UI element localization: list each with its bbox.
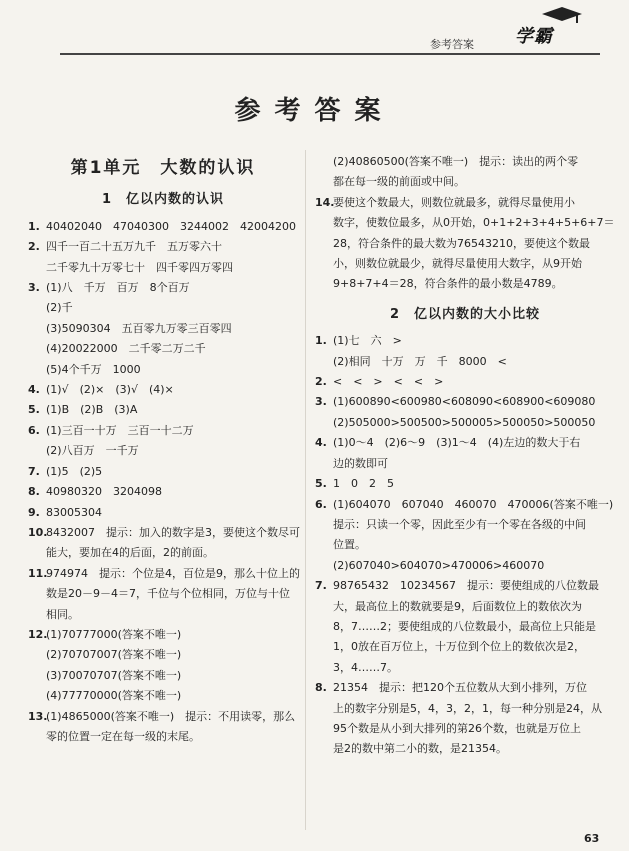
answer-text: 小，则数位就最少，就得尽量使用大数字，从9开始 <box>333 257 582 271</box>
question-number: 5. <box>315 477 327 491</box>
answer-line <box>28 217 298 237</box>
question-number: 4. <box>28 383 40 397</box>
answer-line <box>28 298 298 318</box>
answer-line <box>28 237 298 257</box>
answer-text: (2)505000>500500>500005>500050>500050 <box>333 415 596 429</box>
answer-text: (2)相同 十万 万 千 8000 < <box>333 354 507 368</box>
answer-text: (1)B (2)B (3)A <box>46 403 138 417</box>
answer-list <box>315 152 615 295</box>
question-number: 4. <box>315 436 327 450</box>
answer-line <box>315 474 615 494</box>
answer-text: 边的数即可 <box>333 456 388 470</box>
header-rule <box>60 53 600 55</box>
answer-line <box>28 360 298 380</box>
answer-line <box>28 543 298 563</box>
answer-text: 1 0 2 5 <box>333 477 394 491</box>
answer-line <box>28 564 298 584</box>
page-number: 63 <box>584 832 600 845</box>
answer-text: 提示：只读一个零，因此至少有一个零在各级的中间 <box>333 517 586 531</box>
answer-text: (1)4865000(答案不唯一) 提示：不用读零，那么 <box>46 709 296 723</box>
question-number: 3. <box>315 395 327 409</box>
answer-line <box>28 584 298 604</box>
answer-text: (3)5090304 五百零九万零三百零四 <box>46 321 232 335</box>
answer-line <box>315 254 615 274</box>
question-number: 7. <box>28 464 40 478</box>
question-number: 6. <box>315 497 327 511</box>
answer-line <box>28 727 298 747</box>
answer-line <box>315 392 615 412</box>
answer-line <box>315 495 615 515</box>
answer-text: (1)三百一十万 三百一十二万 <box>46 423 194 437</box>
answer-line <box>315 454 615 474</box>
question-number: 8. <box>315 681 327 695</box>
answer-text: 大，最高位上的数就要是9，后面数位上的数依次为 <box>333 599 582 613</box>
question-number: 14. <box>315 195 335 209</box>
answer-line <box>28 605 298 625</box>
answer-line <box>28 319 298 339</box>
answer-text: 二千零九十万零七十 四千零四万零四 <box>46 260 233 274</box>
answer-text: (4)20022000 二千零二万二千 <box>46 342 206 356</box>
answer-text: (2)千 <box>46 301 73 315</box>
section-title: 1 亿以内数的认识 <box>101 192 225 208</box>
right-column <box>315 152 615 760</box>
answer-line <box>315 234 615 254</box>
answer-line <box>28 625 298 645</box>
answer-text: 相同。 <box>46 607 79 621</box>
answer-line <box>315 515 615 535</box>
answer-list <box>315 331 615 760</box>
answer-text: (1)八 千万 百万 8个百万 <box>46 281 190 295</box>
answer-text: 28，符合条件的最大数为76543210，要使这个数最 <box>333 236 590 250</box>
answer-line <box>315 433 615 453</box>
answer-text: 四千一百二十五万九千 五万零六十 <box>46 240 222 254</box>
question-number: 5. <box>28 403 40 417</box>
answer-text: 83005304 <box>46 505 102 519</box>
question-number: 2. <box>315 375 327 389</box>
answer-line <box>315 719 615 739</box>
question-number: 7. <box>315 579 327 593</box>
answer-text: 21354 提示：把120个五位数从大到小排列，万位 <box>333 681 587 695</box>
answer-text: (1)600890<600980<608090<608900<609080 <box>333 395 596 409</box>
answer-line <box>315 678 615 698</box>
answer-text: (1)5 (2)5 <box>46 464 103 478</box>
question-number: 10. <box>28 525 48 539</box>
answer-text: (2)八百万 一千万 <box>46 444 139 458</box>
answer-line <box>315 331 615 351</box>
answer-line <box>315 658 615 678</box>
answer-text: (3)70070707(答案不唯一) <box>46 668 182 682</box>
answer-text: (1)70777000(答案不唯一) <box>46 627 182 641</box>
answer-line <box>28 462 298 482</box>
answer-text: (1)七 六 > <box>333 334 402 348</box>
answer-line <box>315 352 615 372</box>
question-number: 2. <box>28 240 40 254</box>
answer-text: 974974 提示：个位是4，百位是9，那么十位上的 <box>46 566 300 580</box>
answer-text: 是2的数中第二小的数，是21354。 <box>333 742 507 756</box>
answer-text: 9+8+7+4＝28，符合条件的最小数是4789。 <box>333 277 563 291</box>
answer-text: 位置。 <box>333 538 366 552</box>
answer-text: 数是20－9－4＝7，千位与个位相同，万位与十位 <box>46 587 290 601</box>
answer-text: 零的位置一定在每一级的末尾。 <box>46 729 200 743</box>
question-number: 1. <box>28 219 40 233</box>
answer-line <box>28 686 298 706</box>
answer-line <box>315 739 615 759</box>
answer-line <box>315 372 615 392</box>
answer-line <box>28 441 298 461</box>
question-number: 8. <box>28 485 40 499</box>
answer-text: 8432007 提示：加入的数字是3，要使这个数尽可 <box>46 525 300 539</box>
answer-line <box>28 503 298 523</box>
answer-text: 数字，使数位最多，从0开始，0+1+2+3+4+5+6+7＝ <box>333 216 615 230</box>
answer-text: 8，7……2；要使组成的八位数最小，最高位上只能是 <box>333 619 596 633</box>
answer-text: 40402040 47040300 3244002 42004200 <box>46 219 296 233</box>
answer-line <box>315 413 615 433</box>
answer-line <box>315 576 615 596</box>
page-title: 参考答案 <box>234 96 395 126</box>
answer-text: 1，0放在百万位上，十万位到个位上的数依次是2， <box>333 640 585 654</box>
question-number: 13. <box>28 709 48 723</box>
answer-line <box>315 617 615 637</box>
answer-text: 能大，要加在4的后面，2的前面。 <box>46 546 214 560</box>
answer-line <box>28 380 298 400</box>
question-number: 3. <box>28 281 40 295</box>
answer-text: 上的数字分别是5，4，3，2，1，每一种分别是24，从 <box>333 701 602 715</box>
answer-line <box>28 339 298 359</box>
answer-line <box>28 645 298 665</box>
answer-text: 都在每一级的前面或中间。 <box>333 175 465 189</box>
left-column <box>28 152 298 747</box>
question-number: 1. <box>315 334 327 348</box>
answer-text: 要使这个数最大，则数位就最多，就得尽量使用小 <box>333 195 575 209</box>
answer-text: (2)70707007(答案不唯一) <box>46 648 182 662</box>
question-number: 11. <box>28 566 48 580</box>
answer-line <box>315 213 615 233</box>
question-number: 6. <box>28 423 40 437</box>
answer-line <box>28 523 298 543</box>
page-header <box>0 0 629 58</box>
answer-text: (2)607040>604070>470006>460070 <box>333 558 545 572</box>
question-number: 12. <box>28 627 48 641</box>
answer-text: (4)77770000(答案不唯一) <box>46 689 182 703</box>
answer-line <box>315 597 615 617</box>
answer-text: (1)√ (2)× (3)√ (4)× <box>46 383 174 397</box>
answer-line <box>28 666 298 686</box>
section-title: 2 亿以内数的大小比较 <box>389 306 541 322</box>
answer-line <box>28 258 298 278</box>
answer-line <box>28 482 298 502</box>
answer-text: < < > < < > <box>333 375 444 389</box>
answer-line <box>315 535 615 555</box>
answer-text: 40980320 3204098 <box>46 485 162 499</box>
answer-text: (1)0～4 (2)6～9 (3)1～4 (4)左边的数大于右 <box>333 436 581 450</box>
answer-line <box>28 707 298 727</box>
answer-line <box>315 556 615 576</box>
brand-logo: 学霸 <box>515 26 553 47</box>
answer-line <box>315 193 615 213</box>
answer-line <box>28 400 298 420</box>
answer-line <box>28 421 298 441</box>
unit-title: 第1单元 大数的认识 <box>70 158 256 178</box>
answer-text: 98765432 10234567 提示：要使组成的八位数最 <box>333 579 599 593</box>
header-label: 参考答案 <box>430 38 474 51</box>
column-divider <box>305 150 306 830</box>
answer-line <box>28 278 298 298</box>
answer-text: (5)4个千万 1000 <box>46 362 141 376</box>
answer-list <box>28 217 298 748</box>
answer-line <box>315 172 615 192</box>
answer-line <box>315 699 615 719</box>
answer-line <box>315 274 615 294</box>
answer-text: 95个数是从小到大排列的第26个数，也就是万位上 <box>333 721 581 735</box>
answer-line <box>315 152 615 172</box>
question-number: 9. <box>28 505 40 519</box>
answer-text: (2)40860500(答案不唯一) 提示：读出的两个零 <box>333 155 579 168</box>
answer-text: 3，4……7。 <box>333 660 398 674</box>
answer-text: (1)604070 607040 460070 470006(答案不唯一) <box>333 497 614 511</box>
answer-line <box>315 637 615 657</box>
